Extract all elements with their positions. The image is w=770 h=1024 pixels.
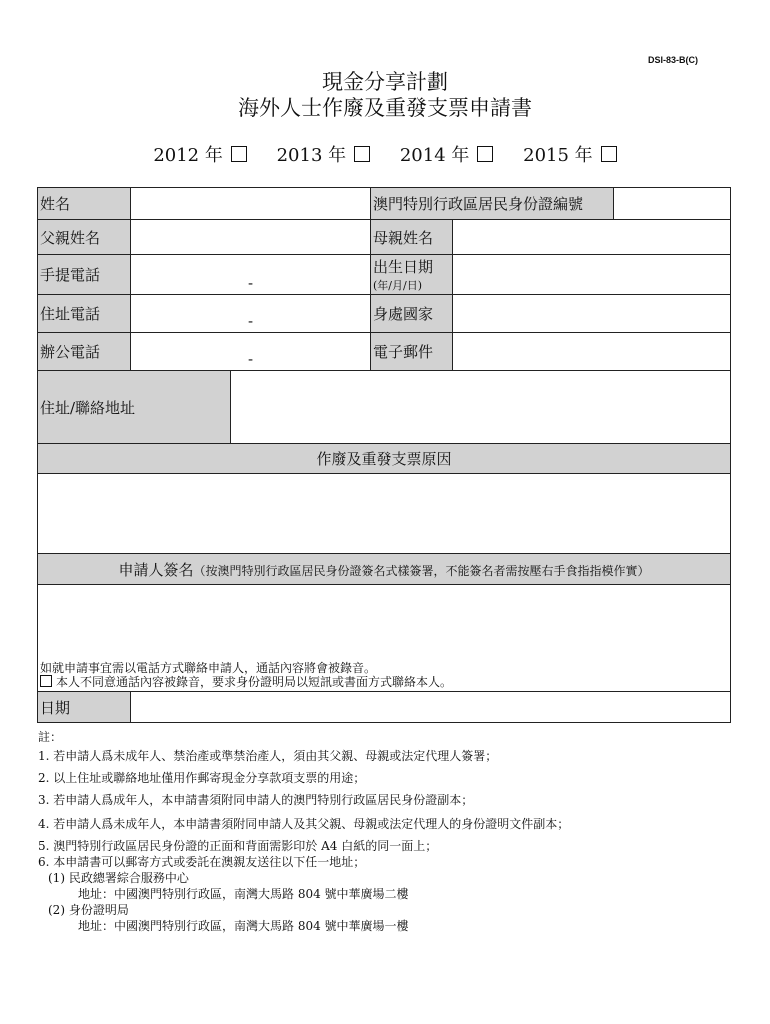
note-item: 5. 澳門特別行政區居民身份證的正面和背面需影印於 A4 白紙的同一面上； <box>38 839 438 853</box>
mobile-label: 手提電話 <box>38 255 131 295</box>
year-option-2014[interactable]: 2014 年 <box>400 145 494 166</box>
address-input[interactable] <box>231 371 731 444</box>
form-code: DSI-83-B(C) <box>648 55 699 65</box>
office-phone-input[interactable]: - <box>131 333 371 371</box>
year-option-2015[interactable]: 2015 年 <box>523 145 617 166</box>
notes-section <box>38 729 569 934</box>
form-subtitle: 海外人士作廢及重發支票申請書 <box>238 96 532 120</box>
office-1-name: (1) 民政總署綜合服務中心 <box>48 871 189 885</box>
reason-input[interactable] <box>38 474 731 554</box>
reason-header: 作廢及重發支票原因 <box>38 444 731 474</box>
year-selector <box>0 141 770 167</box>
note-item: 6. 本申請書可以郵寄方式或委託在澳親友送往以下任一地址； <box>38 855 366 869</box>
name-input[interactable] <box>131 188 371 220</box>
year-option-2013[interactable]: 2013 年 <box>277 145 371 166</box>
father-name-input[interactable] <box>131 220 371 255</box>
signature-header <box>38 554 731 585</box>
notes-heading: 註： <box>38 730 63 744</box>
note-item: 1. 若申請人爲未成年人、禁治產或準禁治產人，須由其父親、母親或法定代理人簽署； <box>38 749 498 763</box>
note-item: 2. 以上住址或聯絡地址僅用作郵寄現金分享款項支票的用途； <box>38 771 366 785</box>
birth-date-format: (年/月/日) <box>373 279 422 292</box>
mother-name-input[interactable] <box>453 220 731 255</box>
signature-area[interactable] <box>38 585 731 692</box>
home-phone-input[interactable]: - <box>131 295 371 333</box>
office-phone-label: 辦公電話 <box>38 333 131 371</box>
optout-checkbox[interactable] <box>40 675 52 687</box>
year-checkbox[interactable] <box>601 146 617 162</box>
office-2-name: (2) 身份證明局 <box>48 903 129 917</box>
year-option-2012[interactable]: 2012 年 <box>153 145 247 166</box>
macau-id-input[interactable] <box>614 188 731 220</box>
date-input[interactable] <box>131 692 731 723</box>
signature-note: （按澳門特別行政區居民身份證簽名式樣簽署，不能簽名者需按壓右手食指指模作實） <box>193 563 650 578</box>
year-checkbox[interactable] <box>231 146 247 162</box>
email-label: 電子郵件 <box>371 333 453 371</box>
year-checkbox[interactable] <box>477 146 493 162</box>
mother-name-label: 母親姓名 <box>371 220 453 255</box>
address-label: 住址/聯絡地址 <box>38 371 231 444</box>
country-label: 身處國家 <box>371 295 453 333</box>
country-input[interactable] <box>453 295 731 333</box>
form-title: 現金分享計劃 <box>322 70 448 94</box>
recording-optout[interactable]: 本人不同意通話內容被錄音，要求身份證明局以短訊或書面方式聯絡本人。 <box>40 675 728 689</box>
name-label: 姓名 <box>38 188 131 220</box>
email-input[interactable] <box>453 333 731 371</box>
year-checkbox[interactable] <box>354 146 370 162</box>
note-item: 3. 若申請人爲成年人，本申請書須附同申請人的澳門特別行政區居民身份證副本； <box>38 793 474 807</box>
mobile-input[interactable]: - <box>131 255 371 295</box>
macau-id-label: 澳門特別行政區居民身份證編號 <box>371 188 614 220</box>
birth-date-input[interactable] <box>453 255 731 295</box>
father-name-label: 父親姓名 <box>38 220 131 255</box>
signature-label: 申請人簽名 <box>118 560 194 579</box>
office-1-address: 地址：中國澳門特別行政區，南灣大馬路 804 號中華廣場二樓 <box>78 887 409 901</box>
office-2-address: 地址：中國澳門特別行政區，南灣大馬路 804 號中華廣場一樓 <box>78 919 409 933</box>
application-form <box>37 187 731 723</box>
home-phone-label: 住址電話 <box>38 295 131 333</box>
recording-notice: 如就申請事宜需以電話方式聯絡申請人，通話內容將會被錄音。 <box>40 661 377 675</box>
birth-date-label: 出生日期 (年/月/日) <box>371 255 453 295</box>
date-label: 日期 <box>38 692 131 723</box>
note-item: 4. 若申請人爲未成年人，本申請書須附同申請人及其父親、母親或法定代理人的身份證明文件副本； <box>38 817 570 831</box>
